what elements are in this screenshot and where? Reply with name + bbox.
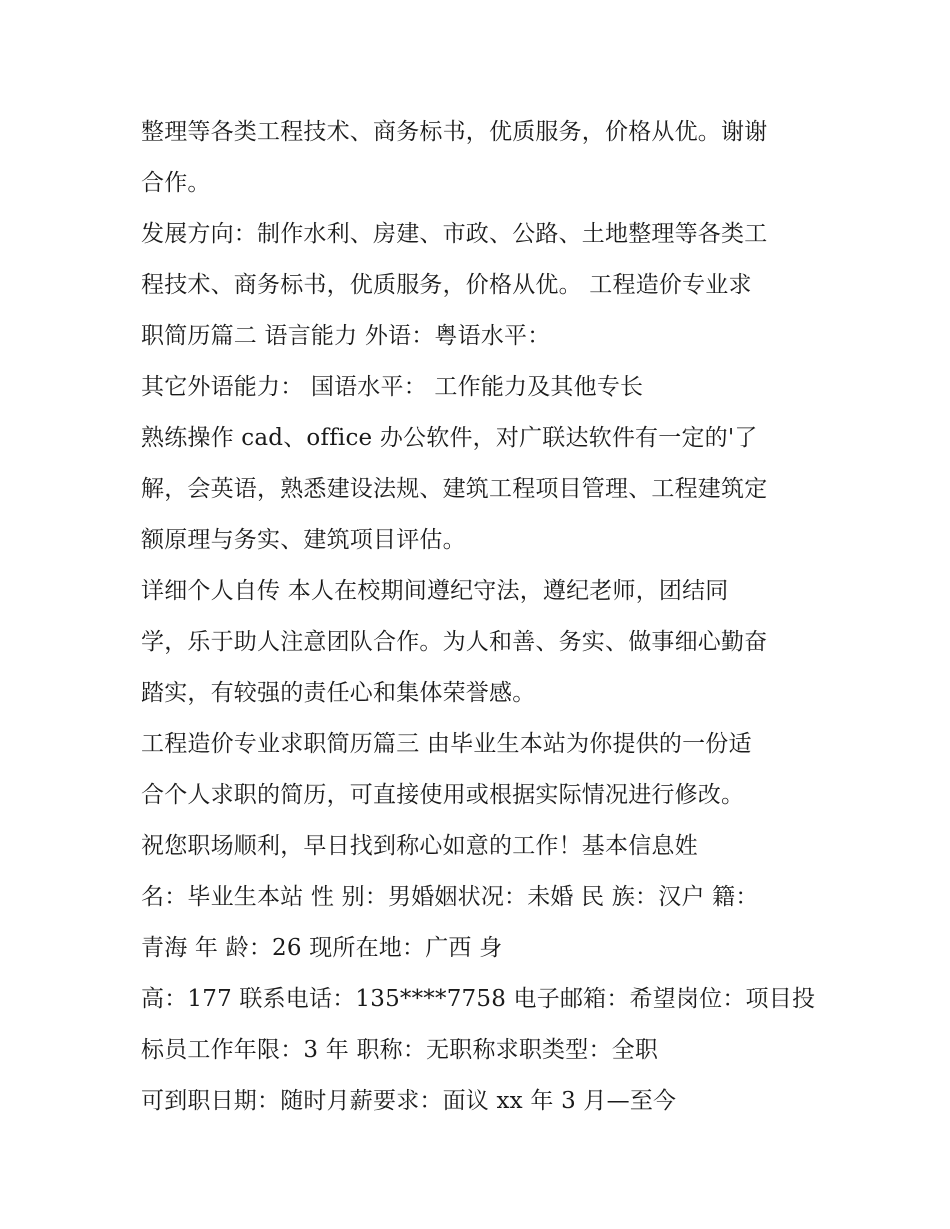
text-line: 额原理与务实、建筑项目评估。: [141, 527, 466, 553]
text-line: 整理等各类工程技术、商务标书，优质服务，价格从优。谢谢: [141, 119, 768, 145]
body-text: [141, 107, 821, 1127]
text-line: 发展方向：制作水利、房建、市政、公路、土地整理等各类工: [141, 221, 768, 247]
text-line: 名：毕业生本站 性 别：男婚姻状况：未婚 民 族：汉户 籍：: [141, 884, 759, 910]
text-line: 学，乐于助人注意团队合作。为人和善、务实、做事细心勤奋: [141, 629, 768, 655]
text-line: 标员工作年限：3 年 职称：无职称求职类型：全职: [141, 1037, 659, 1063]
text-line: 踏实，有较强的责任心和集体荣誉感。: [141, 680, 536, 706]
text-line: 可到职日期：随时月薪要求：面议 xx 年 3 月—至今: [141, 1088, 677, 1114]
text-line: 祝您职场顺利，早日找到称心如意的工作！基本信息姓: [141, 833, 698, 859]
text-line: 详细个人自传 本人在校期间遵纪守法，遵纪老师，团结同: [141, 578, 729, 604]
text-line: 其它外语能力： 国语水平： 工作能力及其他专长: [141, 374, 644, 400]
text-line: 合作。: [141, 170, 211, 196]
text-line: 职简历篇二 语言能力 外语：粤语水平：: [141, 323, 551, 349]
text-line: 程技术、商务标书，优质服务，价格从优。 工程造价专业求: [141, 272, 752, 298]
text-line: 青海 年 龄：26 现所在地：广西 身: [141, 935, 503, 961]
text-line: 工程造价专业求职简历篇三 由毕业生本站为你提供的一份适: [141, 731, 752, 757]
text-line: 解，会英语，熟悉建设法规、建筑工程项目管理、工程建筑定: [141, 476, 768, 502]
text-line: 高：177 联系电话：135****7758 电子邮箱：希望岗位：项目投: [141, 986, 816, 1012]
text-line: 熟练操作 cad、office 办公软件，对广联达软件有一定的'了: [141, 425, 758, 451]
text-line: 合个人求职的简历，可直接使用或根据实际情况进行修改。: [141, 782, 745, 808]
